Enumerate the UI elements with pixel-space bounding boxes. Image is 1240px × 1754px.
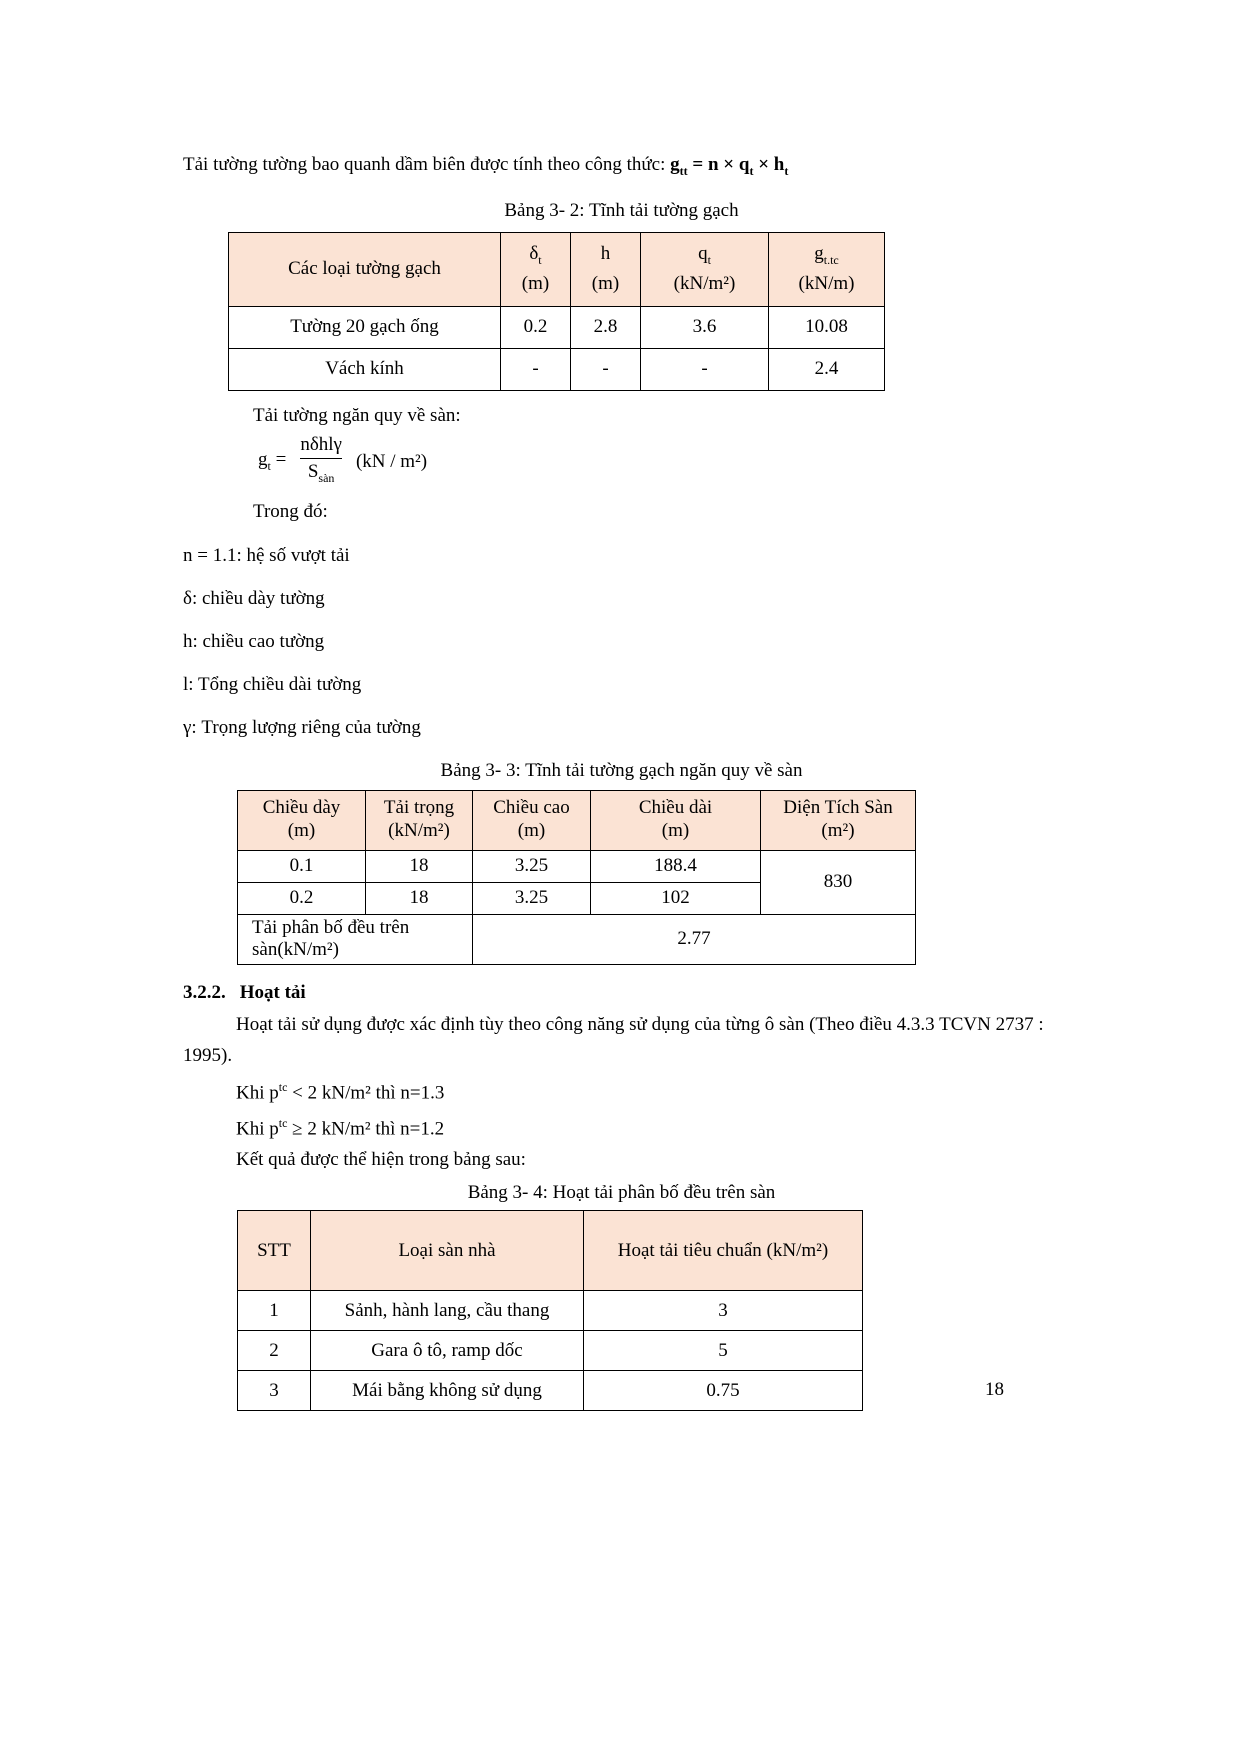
formula-subscript: t bbox=[784, 163, 789, 178]
condition-text: < 2 kN/m² thì n=1.3 bbox=[287, 1082, 445, 1104]
symbol: g bbox=[814, 243, 824, 265]
header-symbol bbox=[505, 242, 566, 272]
table-row bbox=[238, 850, 916, 882]
table-cell: 3.25 bbox=[473, 882, 591, 914]
condition-text: Khi p bbox=[236, 1082, 279, 1104]
header-unit: (m) bbox=[661, 820, 690, 842]
fraction-denominator bbox=[300, 458, 343, 489]
table-cell: Vách kính bbox=[229, 348, 501, 390]
table-cell: 2.8 bbox=[571, 306, 641, 348]
header-symbol bbox=[645, 242, 764, 272]
definition-item: l: Tổng chiều dài tường bbox=[183, 673, 362, 695]
symbol-sub: sàn bbox=[318, 471, 335, 486]
table-cell: 188.4 bbox=[591, 850, 761, 882]
table-row bbox=[238, 1331, 863, 1371]
live-load-paragraph: Hoạt tải sử dụng được xác định tùy theo công năng sử dụng của từng ô sàn (Theo điều 4.3.3 TCVN 2737 : 1995). bbox=[183, 1013, 1044, 1066]
col-header-floor-area bbox=[761, 790, 916, 850]
symbol-sub: t bbox=[267, 459, 271, 474]
symbol: q bbox=[698, 243, 708, 265]
table-cell: 0.1 bbox=[238, 850, 366, 882]
header-unit: (kN/m) bbox=[798, 273, 855, 295]
symbol-sub: t.tc bbox=[823, 253, 839, 268]
fraction bbox=[292, 434, 350, 489]
header-symbol bbox=[773, 242, 880, 272]
table-cell: - bbox=[571, 348, 641, 390]
table-footer-row bbox=[238, 914, 916, 964]
header-label: Các loại tường gạch bbox=[288, 258, 441, 280]
table-3-3-caption: Bảng 3- 3: Tĩnh tải tường gạch ngăn quy về sàn bbox=[440, 759, 803, 781]
table-row bbox=[238, 1371, 863, 1411]
symbol: h bbox=[600, 243, 611, 265]
table-live-load bbox=[237, 1210, 863, 1411]
header-label: Tải trọng bbox=[383, 797, 455, 819]
distributed-load-label: Tải phân bố đều trên sàn(kN/m²) bbox=[238, 914, 473, 964]
col-header-thickness bbox=[238, 790, 366, 850]
table-cell: 18 bbox=[366, 850, 473, 882]
table-cell: Gara ô tô, ramp dốc bbox=[311, 1331, 584, 1371]
col-header-load bbox=[641, 232, 769, 306]
header-unit: (m) bbox=[287, 820, 316, 842]
formula-lhs bbox=[258, 449, 286, 474]
table-cell: Tường 20 gạch ống bbox=[229, 306, 501, 348]
definition-item: δ: chiều dày tường bbox=[183, 587, 325, 609]
table-cell: - bbox=[501, 348, 571, 390]
definition-item: n = 1.1: hệ số vượt tải bbox=[183, 544, 350, 566]
col-header-thickness bbox=[501, 232, 571, 306]
symbol: g bbox=[258, 449, 268, 471]
definition-item: h: chiều cao tường bbox=[183, 630, 325, 652]
header-unit: (m) bbox=[521, 273, 550, 295]
table-cell: 2.4 bbox=[769, 348, 885, 390]
table-cell: 3.6 bbox=[641, 306, 769, 348]
formula-unit: (kN / m²) bbox=[355, 450, 428, 472]
floor-area-cell: 830 bbox=[761, 850, 916, 914]
symbol: S bbox=[307, 461, 319, 483]
formula-part: g bbox=[670, 154, 680, 175]
perimeter-wall-load-formula bbox=[670, 154, 789, 178]
equals-sign: = bbox=[270, 449, 287, 471]
table-cell: 5 bbox=[584, 1331, 863, 1371]
where-label: Trong đó: bbox=[253, 500, 328, 522]
table-cell: 1 bbox=[238, 1291, 311, 1331]
distributed-load-value: 2.77 bbox=[473, 914, 916, 964]
col-header-floor-type: Loại sàn nhà bbox=[311, 1211, 584, 1291]
header-label: Chiều dày bbox=[262, 797, 341, 819]
table-row bbox=[229, 306, 885, 348]
table-cell: Sảnh, hành lang, cầu thang bbox=[311, 1291, 584, 1331]
header-symbol bbox=[575, 242, 636, 272]
col-header-wall-types bbox=[229, 232, 501, 306]
table-row bbox=[229, 348, 885, 390]
col-header-length bbox=[591, 790, 761, 850]
page-content bbox=[183, 152, 1060, 1411]
header-unit: (kN/m²) bbox=[388, 820, 450, 842]
formula-subscript: t bbox=[749, 163, 754, 178]
table-cell: Mái bằng không sử dụng bbox=[311, 1371, 584, 1411]
intro-paragraph bbox=[183, 152, 1060, 184]
definitions-list bbox=[183, 543, 1060, 741]
header-label: Diện Tích Sàn bbox=[783, 797, 893, 819]
section-title: Hoạt tải bbox=[239, 981, 306, 1003]
header-label: Chiều cao bbox=[493, 797, 570, 819]
col-header-standard-live-load: Hoạt tải tiêu chuẩn (kN/m²) bbox=[584, 1211, 863, 1291]
condition-line-2 bbox=[236, 1109, 1060, 1143]
condition-text: Khi p bbox=[236, 1118, 279, 1140]
symbol-sub: t bbox=[707, 253, 711, 268]
formula-part: = n × q bbox=[687, 154, 750, 175]
header-unit: (m) bbox=[517, 820, 546, 842]
result-intro: Kết quả được thể hiện trong bảng sau: bbox=[236, 1149, 526, 1171]
superscript: tc bbox=[278, 1079, 288, 1094]
table-cell: 102 bbox=[591, 882, 761, 914]
col-header-load bbox=[366, 790, 473, 850]
table-cell: 18 bbox=[366, 882, 473, 914]
partition-wall-lead: Tải tường ngăn quy về sàn: bbox=[253, 404, 461, 426]
table-cell: 3.25 bbox=[473, 850, 591, 882]
table-cell: 0.75 bbox=[584, 1371, 863, 1411]
table-cell: 3 bbox=[238, 1371, 311, 1411]
col-header-height bbox=[473, 790, 591, 850]
header-unit: (m) bbox=[591, 273, 620, 295]
table-3-4-caption: Bảng 3- 4: Hoạt tải phân bố đều trên sàn bbox=[467, 1182, 776, 1204]
col-header-result bbox=[769, 232, 885, 306]
table-cell: - bbox=[641, 348, 769, 390]
table-row bbox=[238, 1291, 863, 1331]
page-number: 18 bbox=[985, 1379, 1004, 1400]
table-cell: 3 bbox=[584, 1291, 863, 1331]
table-cell: 0.2 bbox=[238, 882, 366, 914]
header-unit: (kN/m²) bbox=[673, 273, 736, 295]
col-header-stt: STT bbox=[238, 1211, 311, 1291]
fraction-numerator: nδhlγ bbox=[300, 434, 342, 456]
symbol: δ bbox=[529, 243, 539, 265]
condition-line-1 bbox=[236, 1073, 1060, 1107]
table-cell: 2 bbox=[238, 1331, 311, 1371]
header-unit: (m²) bbox=[821, 820, 855, 842]
table-cell: 10.08 bbox=[769, 306, 885, 348]
condition-text: ≥ 2 kN/m² thì n=1.2 bbox=[287, 1118, 445, 1140]
table-partition-wall-load bbox=[237, 790, 916, 965]
table-cell: 0.2 bbox=[501, 306, 571, 348]
header-label: Chiều dài bbox=[638, 797, 713, 819]
formula-subscript: tt bbox=[679, 163, 688, 178]
table-brick-wall-dead-load bbox=[228, 232, 885, 391]
table-3-2-caption: Bảng 3- 2: Tĩnh tải tường gạch bbox=[504, 199, 739, 221]
symbol-sub: t bbox=[538, 253, 542, 268]
section-heading bbox=[183, 979, 1060, 1007]
superscript: tc bbox=[278, 1116, 288, 1131]
col-header-height bbox=[571, 232, 641, 306]
formula-part: × h bbox=[753, 154, 785, 175]
definition-item: γ: Trọng lượng riêng của tường bbox=[183, 716, 421, 738]
intro-text: Tải tường tường bao quanh dầm biên được tính theo công thức: bbox=[183, 154, 671, 175]
section-number: 3.2.2. bbox=[183, 981, 226, 1003]
partition-wall-formula bbox=[258, 433, 1060, 491]
